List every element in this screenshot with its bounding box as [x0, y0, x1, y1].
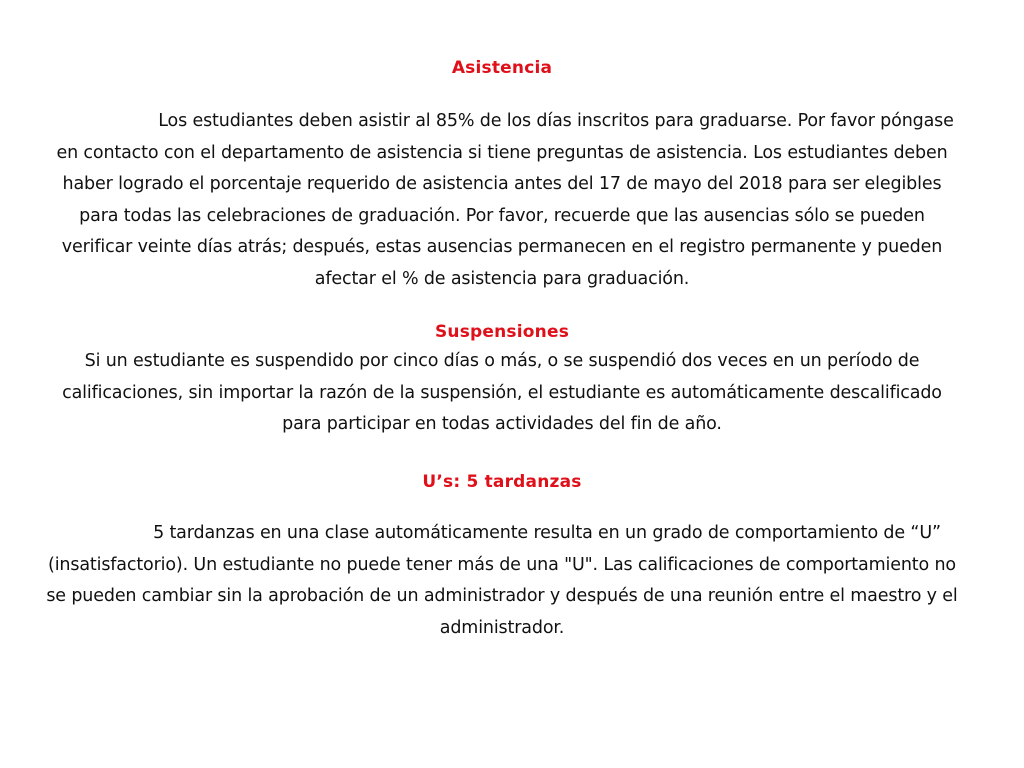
paragraph-tardanzas-text: 5 tardanzas en una clase automáticamente resulta en un grado de comportamiento de “U” (insatisfactorio). Un estudiante no puede tener más de una "U". Las calificaciones de comportamiento no se pueden cambiar sin la aprobación de un administrador y después de una reunión entre el maestro y el administrador. [46, 523, 958, 638]
paragraph-tardanzas [42, 518, 962, 644]
heading-tardanzas: U’s: 5 tardanzas [422, 472, 582, 492]
heading-suspensiones: Suspensiones [434, 322, 570, 342]
heading-asistencia: Asistencia [451, 58, 553, 78]
paragraph-asistencia [42, 106, 962, 295]
paragraph-suspensiones: Si un estudiante es suspendido por cinco días o más, o se suspendió dos veces en un período de calificaciones, sin importar la razón de la suspensión, el estudiante es automáticamente descalificado para participar en todas actividades del fin de año. [62, 351, 942, 434]
paragraph-asistencia-text: Los estudiantes deben asistir al 85% de los días inscritos para graduarse. Por favor póngase en contacto con el departamento de asistencia si tiene preguntas de asistencia. Los estudiantes deben haber logrado el porcentaje requerido de asistencia antes del 17 de mayo del 2018 para ser elegibles para todas las celebraciones de graduación. Por favor, recuerde que las ausencias sólo se pueden verificar veinte días atrás; después, estas ausencias permanecen en el registro permanente y pueden afectar el % de asistencia para graduación. [56, 111, 954, 289]
